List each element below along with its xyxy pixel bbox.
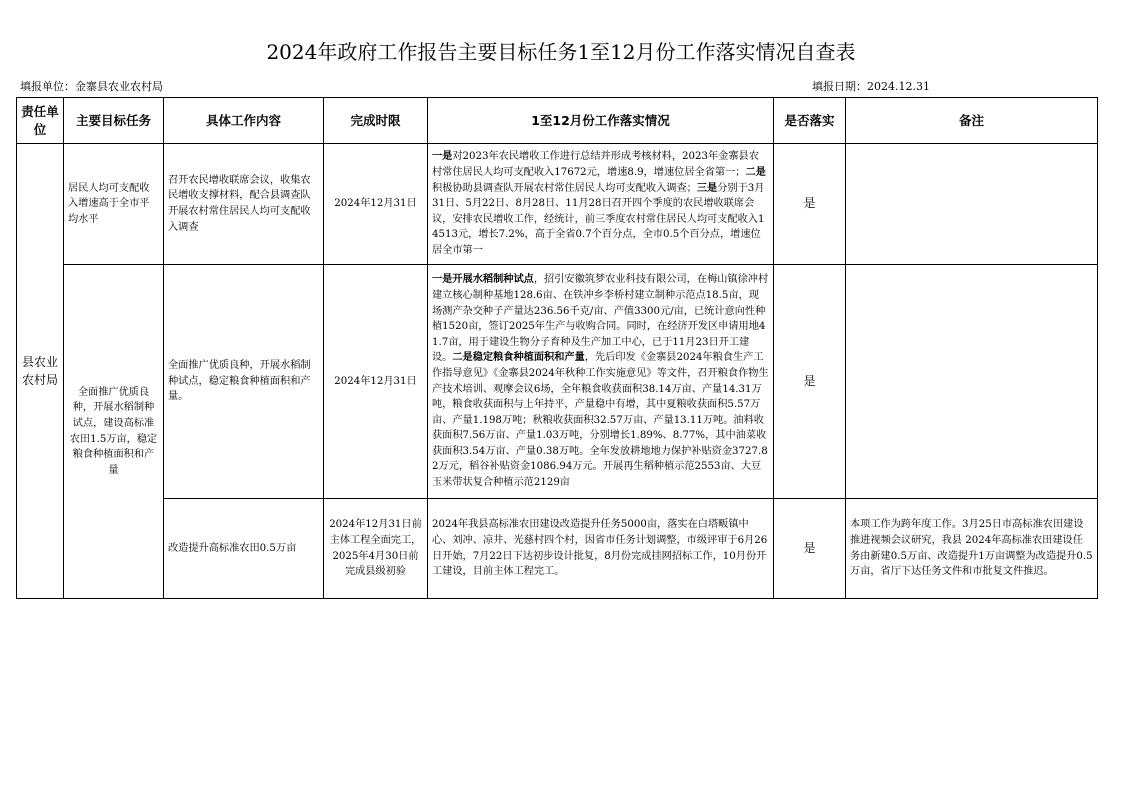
page-title: 2024年政府工作报告主要目标任务1至12月份工作落实情况自查表 [266,40,856,64]
progress-emphasis: 三是 [696,181,718,194]
progress-text: ，先后印发《金寨县2024年粮食生产工作指导意见》《金寨县2024年秋种工作实施意见》等文件，召开粮食作物生产技术培训、观摩会议6场，全年粮食收获面积38.14万亩、产量14.31万吨，粮食收获面积与上年持平，产量稳中有增，其中夏粮收获面积5.57万亩、产量1.198万吨；秋粮收获面积32.57万亩、产量13.11万吨。油料收获面积7.56万亩、产量1.03万吨，分别增长1.89%、8.77%，其中油菜收获面积3.54万亩、产量0.38万吨。全年发放耕地地力保护补贴资金3727.82万元，稻谷补贴资金1086.94万元。开展再生稻种植示范2553亩、大豆玉米带状复合种植示范2129亩 [432,352,769,489]
progress-cell [428,499,774,599]
done-cell: 是 [774,144,846,265]
progress-cell [428,265,774,499]
remark-cell [846,144,1098,265]
content-cell: 全面推广优质良种，开展水稻制种试点，稳定粮食种植面积和产量。 [164,265,324,499]
filing-date: 填报日期：2024.12.31 [812,80,930,93]
progress-text: 对2023年农民增收工作进行总结并形成考核材料，2023年金寨县农村常住居民人均可支配收入17672元，增速8.9，增速位居全省第一； [432,151,759,179]
filing-unit: 填报单位：金寨县农业农村局 [20,80,163,93]
table-row [17,499,1098,599]
self-check-table [16,97,1098,599]
remark-cell: 本项工作为跨年度工作。3月25日市高标准农田建设推进视频会议研究，我县 2024年高标准农田建设任务由新建0.5万亩、改造提升1万亩调整为改造提升0.5万亩，省厅下达任务文件和市批复文件推迟。 [846,499,1098,599]
table-row [17,265,1098,499]
done-cell: 是 [774,265,846,499]
progress-text: ，招引安徽筑梦农业科技有限公司，在梅山镇徐冲村建立核心制种基地128.6亩、在铁冲乡李桥村建立制种示范点18.5亩，现场测产杂交种子产量达236.56千克/亩、产值3300元/亩，已统计意向性种植1520亩，签订2025年生产与收购合同。同时，在经济开发区申请用地41.7亩，用于建设生物分子育种及生产加工中心，已于11月23日开工建设。 [432,274,769,364]
responsible-unit-cell: 县农业农村局 [17,144,64,599]
deadline-cell: 2024年12月31日 [324,265,428,499]
table-row [17,144,1098,265]
header-unit: 责任单位 [17,98,64,144]
progress-cell [428,144,774,265]
header-done: 是否落实 [774,98,846,144]
header-deadline: 完成时限 [324,98,428,144]
task-cell: 居民人均可支配收入增速高于全市平均水平 [64,144,164,265]
progress-text: 积极协助县调查队开展农村常住居民人均可支配收入调查； [432,182,697,194]
header-task: 主要目标任务 [64,98,164,144]
task-cell: 全面推广优质良种，开展水稻制种试点，建设高标准农田1.5万亩，稳定粮食种植面积和产量 [64,265,164,599]
content-cell: 召开农民增收联席会议，收集农民增收支撑材料，配合县调查队开展农村常住居民人均可支配收入调查 [164,144,324,265]
deadline-cell: 2024年12月31日 [324,144,428,265]
remark-cell [846,265,1098,499]
header-row [17,98,1098,144]
header-remark: 备注 [846,98,1098,144]
done-cell: 是 [774,499,846,599]
progress-emphasis: 一是 [432,150,453,163]
header-progress: 1至12月份工作落实情况 [428,98,774,144]
deadline-cell: 2024年12月31日前主体工程全面完工，2025年4月30日前完成县级初验 [324,499,428,599]
progress-emphasis: 二是 [745,166,766,179]
progress-emphasis: 一是开展水稻制种试点 [432,273,534,286]
progress-text: 分别于3月31日、5月22日、8月28日、11月28日召开四个季度的农民增收联席会议，安排农民增收工作，经统计，前三季度农村常住居民人均可支配收入14513元，增长7.2%，高于全省0.7个百分点，全市0.5个百分点，增速位居全市第一 [432,182,765,256]
progress-emphasis: 二是稳定粮食种植面积和产量 [452,351,585,364]
header-content: 具体工作内容 [164,98,324,144]
content-cell: 改造提升高标准农田0.5万亩 [164,499,324,599]
progress-text: 2024年我县高标准农田建设改造提升任务5000亩，落实在白塔畈镇中心、刘冲、凉井、光慈村四个村，因省市任务计划调整，市级评审于6月26日开始，7月22日下达初步设计批复，8月份完成挂网招标工作，10月份开工建设，目前主体工程完工。 [432,519,768,578]
